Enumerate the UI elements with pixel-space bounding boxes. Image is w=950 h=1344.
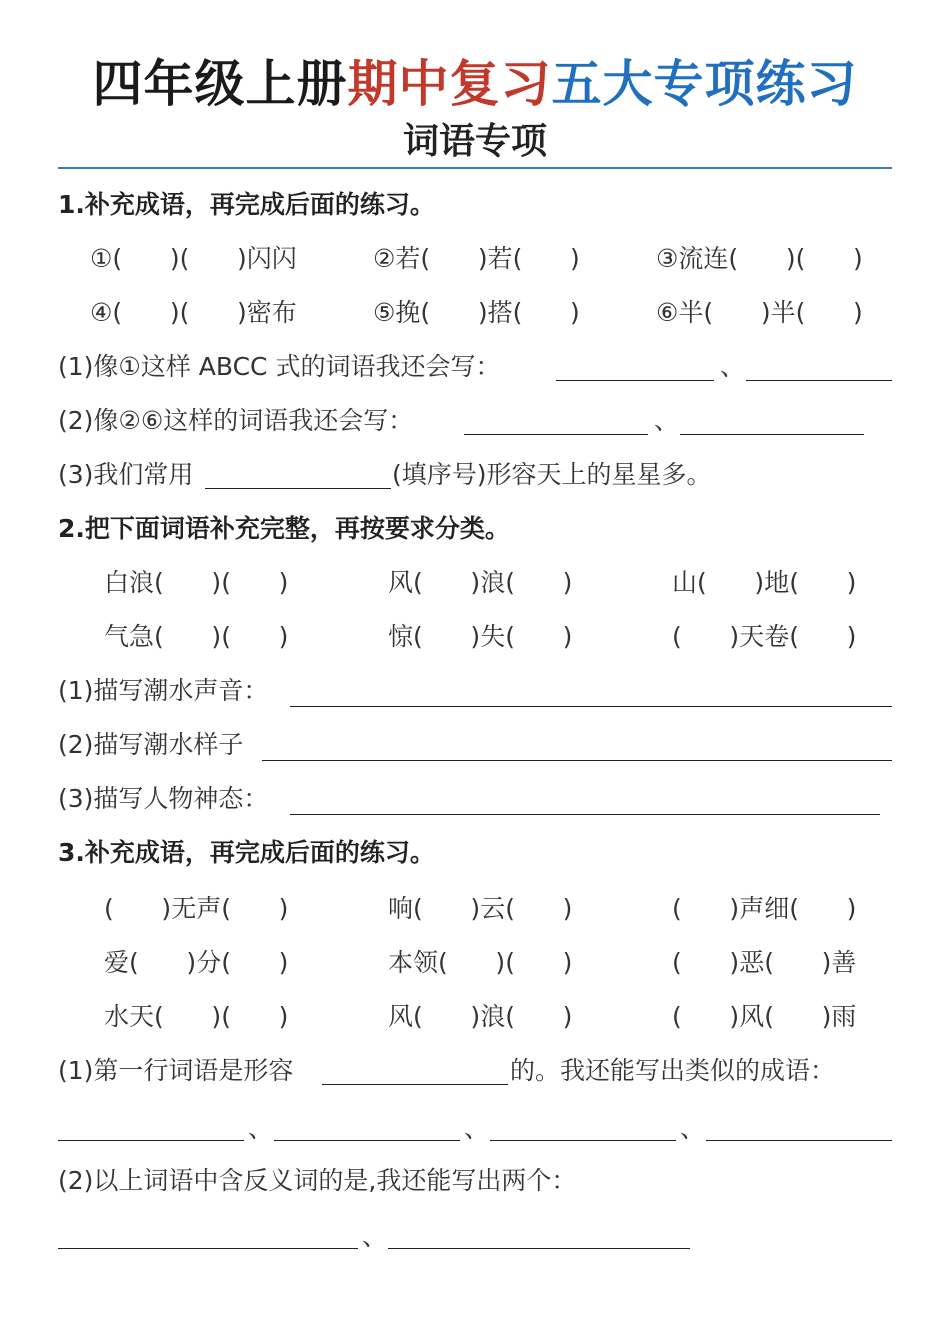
q1-idiom-2: ②若( )若( ) [373,244,580,273]
q3-sub1-blank-describe[interactable] [322,1084,508,1085]
q3-idiom-8: 风( )浪( ) [388,1002,573,1031]
q3-sub2-answer-blank-1[interactable] [58,1248,358,1249]
q1-sub2-separator: 、 [654,406,680,435]
q3-sub1-answer-blank-3[interactable] [490,1140,676,1141]
title-part-midterm: 期中复习 [347,55,552,113]
q3-idiom-6: ( )恶( )善 [672,948,857,977]
q1-idiom-5: ⑤挽( )搭( ) [373,298,580,327]
q2-sub3: (3)描写人物神态： [58,784,269,813]
page-subtitle: 词语专项 [402,121,547,162]
q2-sub2: (2)描写潮水样子 [58,730,244,759]
q1-heading: 1.补充成语，再完成后面的练习。 [58,190,435,219]
q2-heading: 2.把下面词语补充完整，再按要求分类。 [58,514,510,543]
q1-idiom-4: ④( )( )密布 [90,298,297,327]
q3-heading: 3.补充成语，再完成后面的练习。 [58,838,435,867]
q3-sub1-answer-blank-1[interactable] [58,1140,244,1141]
q3-idiom-1: ( )无声( ) [104,894,289,923]
q3-sub1-suffix: 的。我还能写出类似的成语： [510,1056,836,1085]
q1-sub2: (2)像②⑥这样的词语我还会写： [58,406,414,435]
q3-idiom-4: 爱( )分( ) [104,948,289,977]
title-part-grade: 四年级上册 [92,55,348,113]
q2-sub2-blank[interactable] [262,760,892,761]
q1-sub1-blank-1[interactable] [556,380,714,381]
q1-sub3-prefix: (3)我们常用 [58,460,194,489]
page-title [0,52,950,116]
q2-idiom-5: 惊( )失( ) [388,622,573,651]
q2-sub3-blank[interactable] [290,814,880,815]
q3-idiom-3: ( )声细( ) [672,894,857,923]
q3-sub2-separator: 、 [362,1222,388,1251]
q1-idiom-1: ①( )( )闪闪 [90,244,297,273]
q3-idiom-9: ( )风( )雨 [672,1002,857,1031]
q2-sub1-blank[interactable] [290,706,892,707]
q3-idiom-5: 本领( )( ) [388,948,573,977]
q1-sub1: (1)像①这样 ABCC 式的词语我还会写： [58,352,501,381]
q3-sub1-prefix: (1)第一行词语是形容 [58,1056,294,1085]
q2-idiom-2: 风( )浪( ) [388,568,573,597]
q1-idiom-6: ⑥半( )半( ) [656,298,863,327]
q1-sub2-blank-1[interactable] [464,434,648,435]
title-part-practice: 五大专项练习 [551,55,858,113]
q3-idiom-7: 水天( )( ) [104,1002,289,1031]
q1-sub3-suffix: (填序号)形容天上的星星多。 [392,460,712,489]
q2-idiom-3: 山( )地( ) [672,568,857,597]
q1-sub1-separator: 、 [720,352,746,381]
q3-idiom-2: 响( )云( ) [388,894,573,923]
q3-sub1-separator-1: 、 [248,1114,274,1143]
q3-sub1-separator-3: 、 [680,1114,706,1143]
q3-sub1-separator-2: 、 [464,1114,490,1143]
q2-idiom-1: 白浪( )( ) [104,568,289,597]
q2-idiom-4: 气急( )( ) [104,622,289,651]
q2-sub1: (1)描写潮水声音： [58,676,269,705]
q1-sub2-blank-2[interactable] [680,434,864,435]
q1-sub3-blank[interactable] [205,488,391,489]
q3-sub2-answer-blank-2[interactable] [388,1248,690,1249]
q3-sub1-answer-blank-4[interactable] [706,1140,892,1141]
q3-sub2: (2)以上词语中含反义词的是,我还能写出两个： [58,1166,577,1195]
q1-sub1-blank-2[interactable] [746,380,892,381]
title-divider [58,167,892,169]
q3-sub1-answer-blank-2[interactable] [274,1140,460,1141]
q2-idiom-6: ( )天卷( ) [672,622,857,651]
q1-idiom-3: ③流连( )( ) [656,244,863,273]
